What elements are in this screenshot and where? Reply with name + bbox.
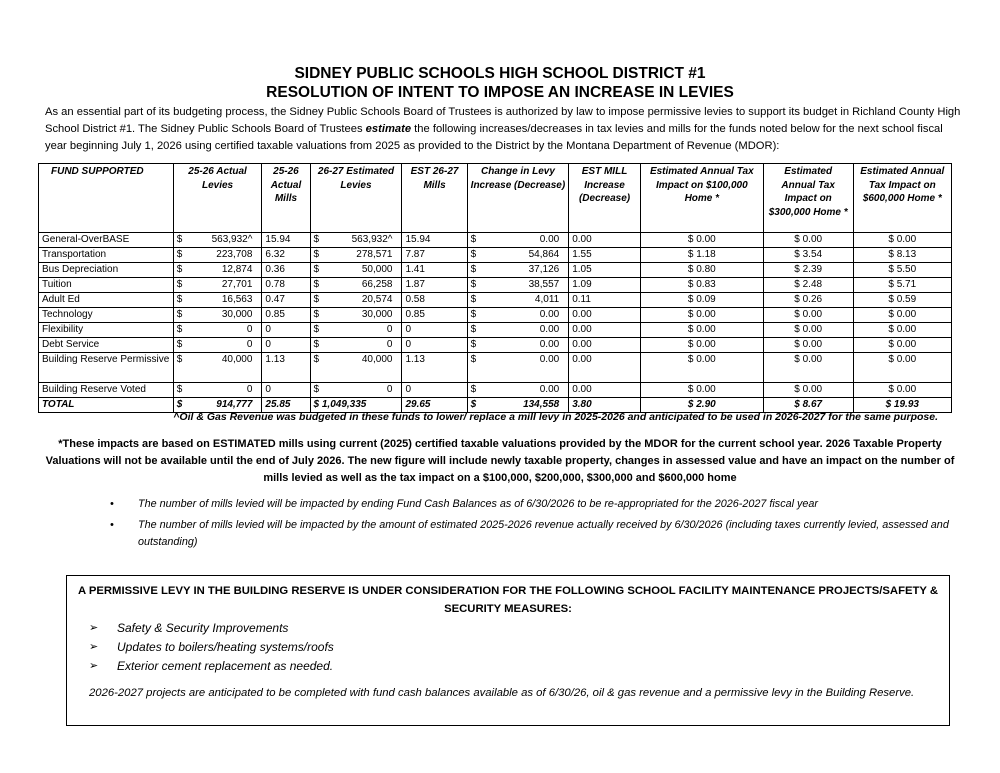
cell-impact-100k: $ 0.00	[640, 338, 763, 353]
cell-fund: General-OverBASE	[39, 233, 174, 248]
cell-change: $ 0.00	[467, 338, 569, 353]
cell-mill-change: 1.05	[569, 263, 641, 278]
cell-mills-2526: 0.36	[262, 263, 310, 278]
cell-impact-600k: $ 5.50	[853, 263, 951, 278]
cell-impact-300k: $ 3.54	[763, 248, 853, 263]
permissive-levy-box	[66, 575, 950, 726]
cell-mills-2526: 0.47	[262, 293, 310, 308]
cell-mills-2627: 15.94	[402, 233, 467, 248]
total-label: TOTAL	[39, 398, 174, 413]
cell-fund: Transportation	[39, 248, 174, 263]
total-mill-change: 3.80	[569, 398, 641, 413]
cell-fund: Bus Depreciation	[39, 263, 174, 278]
cell-change: $ 0.00	[467, 308, 569, 323]
cell-fund: Flexibility	[39, 323, 174, 338]
total-impact-100k: $ 2.90	[640, 398, 763, 413]
table-row	[39, 263, 952, 278]
cell-impact-300k: $ 0.00	[763, 323, 853, 338]
cell-levy-2627: $ 0	[310, 383, 402, 398]
cell-levy-2526: $ 40,000	[173, 353, 262, 383]
cell-levy-2627: $ 0	[310, 338, 402, 353]
cell-levy-2526: $ 12,874	[173, 263, 262, 278]
cell-impact-100k: $ 0.00	[640, 383, 763, 398]
cell-impact-100k: $ 0.80	[640, 263, 763, 278]
mill-notes-list	[110, 496, 960, 555]
cell-impact-300k: $ 0.00	[763, 308, 853, 323]
arrow-bullet-icon: ➢	[89, 622, 99, 634]
list-item: • The number of mills levied will be impacted by ending Fund Cash Balances as of 6/30/2026 to be re-appropriated for the 2026-2027 fiscal year	[110, 496, 960, 513]
cell-levy-2526: $ 223,708	[173, 248, 262, 263]
bullet-icon: •	[110, 498, 114, 510]
cell-change: $ 0.00	[467, 323, 569, 338]
intro-emphasis: estimate	[365, 123, 412, 135]
list-item: ➢ Safety & Security Improvements	[89, 619, 334, 638]
cell-levy-2526: $ 30,000	[173, 308, 262, 323]
cell-mills-2627: 0	[402, 383, 467, 398]
cell-mill-change: 0.11	[569, 293, 641, 308]
cell-mill-change: 0.00	[569, 353, 641, 383]
cell-impact-300k: $ 0.26	[763, 293, 853, 308]
cell-mills-2627: 1.87	[402, 278, 467, 293]
cell-impact-100k: $ 0.00	[640, 233, 763, 248]
header-impact-100k: Estimated Annual Tax Impact on $100,000 Home *	[640, 164, 763, 233]
cell-change: $ 0.00	[467, 383, 569, 398]
cell-impact-600k: $ 0.00	[853, 233, 951, 248]
header-fund: FUND SUPPORTED	[39, 164, 174, 233]
cell-mills-2526: 0	[262, 383, 310, 398]
cell-mill-change: 1.55	[569, 248, 641, 263]
cell-levy-2627: $ 66,258	[310, 278, 402, 293]
cell-levy-2627: $ 50,000	[310, 263, 402, 278]
total-levy-2627: $ 1,049,335	[310, 398, 402, 413]
cell-fund: Debt Service	[39, 338, 174, 353]
cell-impact-600k: $ 0.00	[853, 383, 951, 398]
cell-mills-2526: 6.32	[262, 248, 310, 263]
cell-impact-100k: $ 0.00	[640, 308, 763, 323]
bullet-icon: •	[110, 519, 114, 531]
cell-mill-change: 0.00	[569, 383, 641, 398]
cell-fund: Adult Ed	[39, 293, 174, 308]
cell-mills-2526: 0.85	[262, 308, 310, 323]
cell-impact-300k: $ 2.39	[763, 263, 853, 278]
cell-mills-2526: 0	[262, 323, 310, 338]
cell-mills-2526: 15.94	[262, 233, 310, 248]
cell-mill-change: 1.09	[569, 278, 641, 293]
cell-levy-2627: $ 20,574	[310, 293, 402, 308]
header-impact-300k: Estimated Annual Tax Impact on $300,000 Home *	[763, 164, 853, 233]
total-mills-2526: 25.85	[262, 398, 310, 413]
cell-impact-600k: $ 0.59	[853, 293, 951, 308]
list-item: ➢ Exterior cement replacement as needed.	[89, 657, 334, 676]
cell-impact-600k: $ 0.00	[853, 353, 951, 383]
cell-fund: Tuition	[39, 278, 174, 293]
header-mills-2526: 25-26 Actual Mills	[262, 164, 310, 233]
cell-impact-300k: $ 0.00	[763, 233, 853, 248]
total-impact-300k: $ 8.67	[763, 398, 853, 413]
cell-change: $ 4,011	[467, 293, 569, 308]
cell-impact-600k: $ 8.13	[853, 248, 951, 263]
table-row	[39, 293, 952, 308]
cell-impact-300k: $ 0.00	[763, 338, 853, 353]
table-header-row	[39, 164, 952, 233]
cell-impact-100k: $ 0.00	[640, 353, 763, 383]
cell-impact-600k: $ 5.71	[853, 278, 951, 293]
cell-impact-100k: $ 1.18	[640, 248, 763, 263]
impact-footnote: *These impacts are based on ESTIMATED mills using current (2025) certified taxable valuations provided by the MDOR for the current school year. 2026 Taxable Property Valuations will not be available until the end of July 2026. The new figure will include newly taxable property, changes in assessed value and have an impact on the number of mills levied as well as the tax impact on a $100,000, $200,000, $300,000 and $600,000 home	[45, 438, 955, 484]
cell-mills-2627: 0.58	[402, 293, 467, 308]
cell-impact-600k: $ 0.00	[853, 323, 951, 338]
table-row	[39, 353, 952, 383]
table-row	[39, 338, 952, 353]
document-title: SIDNEY PUBLIC SCHOOLS HIGH SCHOOL DISTRICT #1	[294, 65, 706, 82]
cell-levy-2627: $ 30,000	[310, 308, 402, 323]
header-mills-2627: EST 26-27 Mills	[402, 164, 467, 233]
cell-impact-100k: $ 0.83	[640, 278, 763, 293]
cell-levy-2526: $ 16,563	[173, 293, 262, 308]
cell-mill-change: 0.00	[569, 308, 641, 323]
cell-impact-300k: $ 0.00	[763, 383, 853, 398]
arrow-bullet-icon: ➢	[89, 641, 99, 653]
cell-mills-2627: 1.13	[402, 353, 467, 383]
header-mill-change: EST MILL Increase (Decrease)	[569, 164, 641, 233]
total-levy-2526: $ 914,777	[173, 398, 262, 413]
box-footer: 2026-2027 projects are anticipated to be completed with fund cash balances available as of 6/30/26, oil & gas revenue and a permissive levy in the Building Reserve.	[89, 687, 915, 699]
cell-change: $ 37,126	[467, 263, 569, 278]
total-impact-600k: $ 19.93	[853, 398, 951, 413]
cell-change: $ 54,864	[467, 248, 569, 263]
table-row	[39, 308, 952, 323]
cell-mills-2627: 1.41	[402, 263, 467, 278]
total-change: $ 134,558	[467, 398, 569, 413]
cell-levy-2526: $ 27,701	[173, 278, 262, 293]
oil-gas-footnote: ^Oil & Gas Revenue was budgeted in these funds to lower/ replace a mill levy in 2025-2026 and anticipated to be used in 2026-2027 for the same purpose.	[173, 411, 938, 423]
header-impact-600k: Estimated Annual Tax Impact on $600,000 Home *	[853, 164, 951, 233]
table-row	[39, 248, 952, 263]
table-row	[39, 278, 952, 293]
cell-impact-600k: $ 0.00	[853, 338, 951, 353]
cell-levy-2526: $ 0	[173, 338, 262, 353]
document-subtitle: RESOLUTION OF INTENT TO IMPOSE AN INCREASE IN LEVIES	[266, 84, 734, 101]
header-levy-2526: 25-26 Actual Levies	[173, 164, 262, 233]
table-row	[39, 233, 952, 248]
cell-mills-2627: 0	[402, 338, 467, 353]
cell-impact-300k: $ 0.00	[763, 353, 853, 383]
cell-impact-100k: $ 0.09	[640, 293, 763, 308]
cell-levy-2627: $ 0	[310, 323, 402, 338]
cell-mill-change: 0.00	[569, 323, 641, 338]
header-levy-change: Change in Levy Increase (Decrease)	[467, 164, 569, 233]
project-list	[89, 619, 334, 676]
cell-levy-2526: $ 0	[173, 383, 262, 398]
cell-mills-2627: 0	[402, 323, 467, 338]
cell-mills-2526: 1.13	[262, 353, 310, 383]
table-row	[39, 323, 952, 338]
cell-fund: Building Reserve Permissive	[39, 353, 174, 383]
cell-mills-2627: 7.87	[402, 248, 467, 263]
cell-change: $ 38,557	[467, 278, 569, 293]
cell-levy-2526: $ 563,932^	[173, 233, 262, 248]
list-item: ➢ Updates to boilers/heating systems/roofs	[89, 638, 334, 657]
total-mills-2627: 29.65	[402, 398, 467, 413]
intro-text-end: the following increases/decreases in tax levies and mills for the funds noted below for the next school fiscal year beginning July 1, 2026 using certified taxable valuations from 2025 as provided to the District by the Montana Department of Revenue (MDOR):	[45, 123, 943, 152]
cell-mills-2526: 0.78	[262, 278, 310, 293]
header-levy-2627: 26-27 Estimated Levies	[310, 164, 402, 233]
intro-paragraph	[45, 104, 965, 155]
table-row	[39, 383, 952, 398]
cell-mills-2526: 0	[262, 338, 310, 353]
cell-levy-2627: $ 563,932^	[310, 233, 402, 248]
cell-mill-change: 0.00	[569, 233, 641, 248]
cell-change: $ 0.00	[467, 353, 569, 383]
cell-change: $ 0.00	[467, 233, 569, 248]
cell-levy-2627: $ 278,571	[310, 248, 402, 263]
cell-fund: Technology	[39, 308, 174, 323]
list-item: • The number of mills levied will be impacted by the amount of estimated 2025-2026 revenue actually received by 6/30/2026 (including taxes currently levied, assessed and outstanding)	[110, 519, 949, 548]
box-title: A PERMISSIVE LEVY IN THE BUILDING RESERVE IS UNDER CONSIDERATION FOR THE FOLLOWING SCHOOL FACILITY MAINTENANCE PROJECTS/SAFETY & SECURITY MEASURES:	[77, 585, 939, 615]
cell-mills-2627: 0.85	[402, 308, 467, 323]
levy-table	[38, 163, 952, 413]
cell-levy-2526: $ 0	[173, 323, 262, 338]
cell-impact-300k: $ 2.48	[763, 278, 853, 293]
cell-levy-2627: $ 40,000	[310, 353, 402, 383]
arrow-bullet-icon: ➢	[89, 660, 99, 672]
cell-impact-600k: $ 0.00	[853, 308, 951, 323]
cell-fund: Building Reserve Voted	[39, 383, 174, 398]
cell-mill-change: 0.00	[569, 338, 641, 353]
intro-text-start: As an essential part of its budgeting process, the Sidney Public Schools Board of Trustees is authorized by law to impose permissive levies to support its budget in Richland County High School District #1. The Sidney Public Schools Board of Trustees	[45, 106, 961, 135]
cell-impact-100k: $ 0.00	[640, 323, 763, 338]
